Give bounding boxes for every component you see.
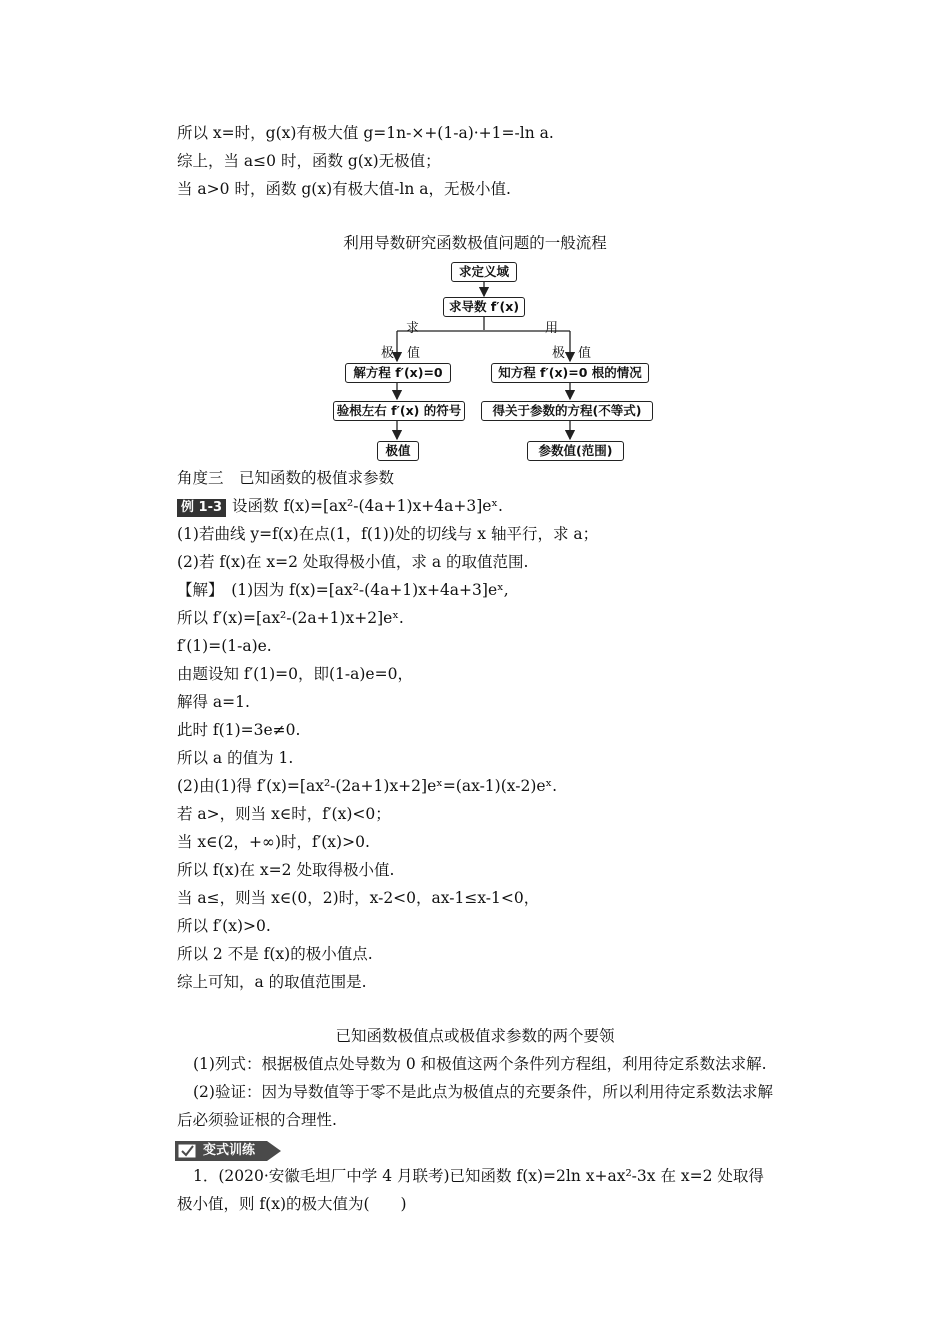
- flow-box-know: 知方程 f′(x)=0 根的情况: [491, 363, 649, 383]
- flow-box-derivative: 求导数 f′(x): [443, 297, 525, 317]
- flow-box-domain: 求定义域: [451, 262, 517, 282]
- question-1: (1)若曲线 y=f(x)在点(1，f(1))处的切线与 x 轴平行，求 a；: [177, 525, 599, 543]
- flow-box-equation: 得关于参数的方程(不等式): [481, 401, 653, 421]
- text-line: 综上，当 a≤0 时，函数 g(x)无极值；: [177, 152, 441, 170]
- example-badge: 例 1-3: [177, 499, 226, 517]
- tips-title: 已知函数极值点或极值求参数的两个要领: [335, 1027, 615, 1045]
- solution-line: (2)由(1)得 f′(x)=[ax²-(2a+1)x+2]eˣ=(ax-1)(x-2)eˣ.: [177, 777, 558, 795]
- section-heading: 角度三 已知函数的极值求参数: [177, 469, 395, 487]
- flowchart-title: 利用导数研究函数极值问题的一般流程: [343, 234, 607, 252]
- solution-line: 所以 2 不是 f(x)的极小值点.: [177, 945, 373, 963]
- solution-line: 所以 a 的值为 1.: [177, 749, 294, 767]
- flow-label-extreme-right: 极 值: [552, 346, 592, 361]
- question-2: (2)若 f(x)在 x=2 处取得极小值，求 a 的取值范围.: [177, 553, 529, 571]
- solution-line: 解得 a=1.: [177, 693, 250, 711]
- flow-label-extreme-left: 极 值: [381, 346, 421, 361]
- solution-line: 当 a≤，则当 x∈(0，2)时，x-2<0，ax-1≤x-1<0，: [177, 889, 540, 907]
- solution-line: 若 a>，则当 x∈时，f′(x)<0；: [177, 805, 391, 823]
- text-line: 所以 x=时，g(x)有极大值 g=1n-×+(1-a)·+1=-ln a.: [177, 124, 554, 142]
- practice-question-1: 1．(2020·安徽毛坦厂中学 4 月联考)已知函数 f(x)=2ln x+ax²-3x 在 x=2 处取得: [193, 1167, 764, 1185]
- practice-question-1-cont: 极小值，则 f(x)的极大值为( ): [177, 1195, 407, 1213]
- practice-banner: [175, 1141, 283, 1161]
- solution-line: 【解】 (1)因为 f(x)=[ax²-(4a+1)x+4a+3]eˣ,: [177, 581, 509, 599]
- flow-box-extreme: 极值: [377, 441, 419, 461]
- tips-point-2: (2)验证：因为导数值等于零不是此点为极值点的充要条件，所以利用待定系数法求解: [193, 1083, 773, 1101]
- flow-box-check: 验根左右 f′(x) 的符号: [333, 401, 465, 421]
- flow-label-seek: 求: [406, 321, 420, 336]
- flow-box-param: 参数值(范围): [527, 441, 624, 461]
- flow-label-use: 用: [545, 321, 559, 336]
- solution-line: 综上可知，a 的取值范围是.: [177, 973, 367, 991]
- solution-line: 此时 f(1)=3e≠0.: [177, 721, 301, 739]
- tips-point-2-cont: 后必须验证根的合理性.: [177, 1111, 337, 1129]
- tips-point-1: (1)列式：根据极值点处导数为 0 和极值这两个条件列方程组，利用待定系数法求解.: [193, 1055, 767, 1073]
- solution-line: 当 x∈(2，+∞)时，f′(x)>0.: [177, 833, 370, 851]
- solution-line: 所以 f′(x)=[ax²-(2a+1)x+2]eˣ.: [177, 609, 404, 627]
- text-line: 当 a>0 时，函数 g(x)有极大值-ln a，无极小值.: [177, 180, 511, 198]
- example-line: [177, 496, 503, 517]
- example-text: 设函数 f(x)=[ax²-(4a+1)x+4a+3]eˣ.: [232, 497, 503, 515]
- solution-line: 所以 f′(x)>0.: [177, 917, 271, 935]
- practice-label: 变式训练: [203, 1143, 256, 1158]
- solution-line: 由题设知 f′(1)=0，即(1-a)e=0，: [177, 665, 413, 683]
- flow-box-solve: 解方程 f′(x)=0: [345, 363, 451, 383]
- solution-line: 所以 f(x)在 x=2 处取得极小值.: [177, 861, 395, 879]
- solution-line: f′(1)=(1-a)e.: [177, 637, 272, 655]
